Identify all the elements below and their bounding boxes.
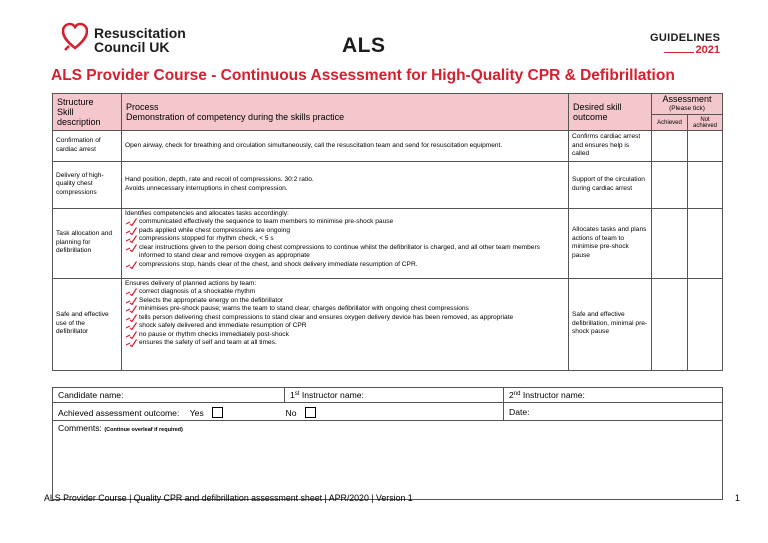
competency-item: correct diagnosis of a shockable rhythm	[125, 288, 565, 297]
competency-item: minimises pre-shock pause; warns the team to stand clear, charges defibrillator with ongoing chest compressions	[125, 305, 565, 314]
table-row	[53, 208, 723, 278]
competency-item: compressions stopped for rhythm check, < 5 s	[125, 235, 565, 244]
instructor1-name-field[interactable]: 1st Instructor name:	[285, 388, 504, 403]
competency-item: shock safely delivered and immediate resumption of CPR	[125, 322, 565, 331]
instructor2-name-field[interactable]: 2nd Instructor name:	[504, 388, 723, 403]
yes-checkbox[interactable]	[212, 407, 223, 418]
header-structure: Structure Skill description	[53, 94, 122, 131]
tick-icon	[126, 297, 137, 305]
footer-text: ALS Provider Course | Quality CPR and defibrillation assessment sheet | APR/2020 | Version 1	[44, 493, 413, 503]
tick-icon	[126, 331, 137, 339]
competency-item: ensures the safety of self and team at all times.	[125, 339, 565, 348]
table-row	[53, 278, 723, 370]
competency-item: pads applied while chest compressions are ongoing	[125, 227, 565, 236]
header-assessment: Assessment (Please tick)	[652, 94, 723, 115]
outcome-cell: Confirms cardiac arrest and ensures help is called	[569, 131, 652, 162]
no-label: No	[285, 408, 297, 418]
competency-item: Selects the appropriate energy on the defibrillator	[125, 297, 565, 306]
guidelines-label: GUIDELINES	[650, 32, 721, 44]
logo-line1: Resuscitation	[94, 24, 186, 41]
header-not-achieved: Not achieved	[688, 115, 723, 131]
tick-icon	[126, 322, 137, 330]
tick-icon	[126, 339, 137, 347]
assessment-table	[52, 93, 723, 371]
logo-line2: Council UK	[94, 38, 170, 55]
header-process: Process Demonstration of competency during the skills practice	[122, 94, 569, 131]
tick-icon	[126, 235, 137, 243]
skill-cell: Safe and effective use of the defibrillator	[53, 278, 122, 370]
not-achieved-checkbox-cell[interactable]	[688, 278, 723, 370]
page-number: 1	[735, 493, 740, 503]
competency-item: communicated effectively the sequence to team members to minimise pre-shock pause	[125, 218, 565, 227]
comments-label: Comments:	[58, 423, 102, 433]
not-achieved-checkbox-cell[interactable]	[688, 131, 723, 162]
comments-note: (Continue overleaf if required)	[104, 427, 183, 433]
page-title: ALS Provider Course - Continuous Assessment for High-Quality CPR & Defibrillation	[51, 67, 675, 84]
tick-icon	[126, 227, 137, 235]
competency-item: compressions stop, hands clear of the chest, and shock delivery immediate resumption of CPR.	[125, 261, 565, 270]
skill-cell: Task allocation and planning for defibrillation	[53, 208, 122, 278]
date-field[interactable]: Date:	[504, 403, 723, 421]
process-cell: Ensures delivery of planned actions by team: correct diagnosis of a shockable rhythm Selects the appropriate energy on the defibrillator minimises pre-shock pause; warns the team to stand clear, charges defibrillator with ongoing chest compressions tells person delivering chest compressions to stand clear and ensures oxygen delivery device has been removed, as appropriate shock safely delivered and immediate resumption of CPR no pause or rhythm checks immediately post-shock ensures the safety of self and team at all times.	[122, 278, 569, 370]
competency-item: no pause or rhythm checks immediately post-shock	[125, 331, 565, 340]
skill-cell: Delivery of high-quality chest compressions	[53, 161, 122, 208]
competency-list	[125, 218, 565, 269]
achieved-checkbox-cell[interactable]	[652, 208, 688, 278]
candidate-name-field[interactable]: Candidate name:	[53, 388, 285, 403]
comments-field[interactable]	[53, 421, 723, 500]
process-cell: Open airway, check for breathing and circulation simultaneously, call the resuscitation team and send for resuscitation equipment.	[122, 131, 569, 162]
guidelines-badge	[650, 32, 720, 56]
achieved-checkbox-cell[interactable]	[652, 131, 688, 162]
underline-tick-icon	[664, 47, 694, 53]
tick-icon	[126, 244, 137, 252]
rcuk-logo	[62, 22, 186, 57]
outcome-field	[53, 403, 504, 421]
yes-label: Yes	[189, 408, 204, 418]
tick-icon	[126, 261, 137, 269]
outcome-cell: Safe and effective defibrillation, minimal pre-shock pause	[569, 278, 652, 370]
als-title: ALS	[342, 34, 386, 57]
achieved-checkbox-cell[interactable]	[652, 161, 688, 208]
header-outcome: Desired skill outcome	[569, 94, 652, 131]
achieved-checkbox-cell[interactable]	[652, 278, 688, 370]
table-row	[53, 161, 723, 208]
tick-icon	[126, 305, 137, 313]
competency-list	[125, 288, 565, 348]
process-cell: Hand position, depth, rate and recoil of compressions. 30:2 ratio. Avoids unnecessary interruptions in chest compression.	[122, 161, 569, 208]
not-achieved-checkbox-cell[interactable]	[688, 161, 723, 208]
skill-cell: Confirmation of cardiac arrest	[53, 131, 122, 162]
no-checkbox[interactable]	[305, 407, 316, 418]
outcome-cell: Allocates tasks and plans actions of team to minimise pre-shock pause	[569, 208, 652, 278]
competency-item: tells person delivering chest compressions to stand clear and ensures oxygen delivery device has been removed, as appropriate	[125, 314, 565, 323]
page-header	[0, 0, 768, 66]
header-achieved: Achieved	[652, 115, 688, 131]
competency-item: clear instructions given to the person doing chest compressions to continue whilst the defibrillator is charged, and all other team members informed to stand clear and remove oxygen as appropriate	[125, 244, 565, 261]
outcome-label: Achieved assessment outcome:	[58, 408, 180, 418]
guidelines-year: 2021	[695, 44, 720, 56]
not-achieved-checkbox-cell[interactable]	[688, 208, 723, 278]
tick-icon	[126, 218, 137, 226]
candidate-details-table	[52, 387, 723, 500]
tick-icon	[126, 314, 137, 322]
table-row	[53, 131, 723, 162]
process-cell: Identifies competencies and allocates tasks accordingly: communicated effectively the sequence to team members to minimise pre-shock pause pads applied while chest compressions are ongoing compressions stopped for rhythm check, < 5 s clear instructions given to the person doing chest compressions to continue whilst the defibrillator is charged, and all other team members informed to stand clear and remove oxygen as appropriate compressions stop, hands clear of the chest, and shock delivery immediate resumption of CPR.	[122, 208, 569, 278]
outcome-cell: Support of the circulation during cardiac arrest	[569, 161, 652, 208]
heart-icon	[62, 22, 88, 57]
tick-icon	[126, 288, 137, 296]
